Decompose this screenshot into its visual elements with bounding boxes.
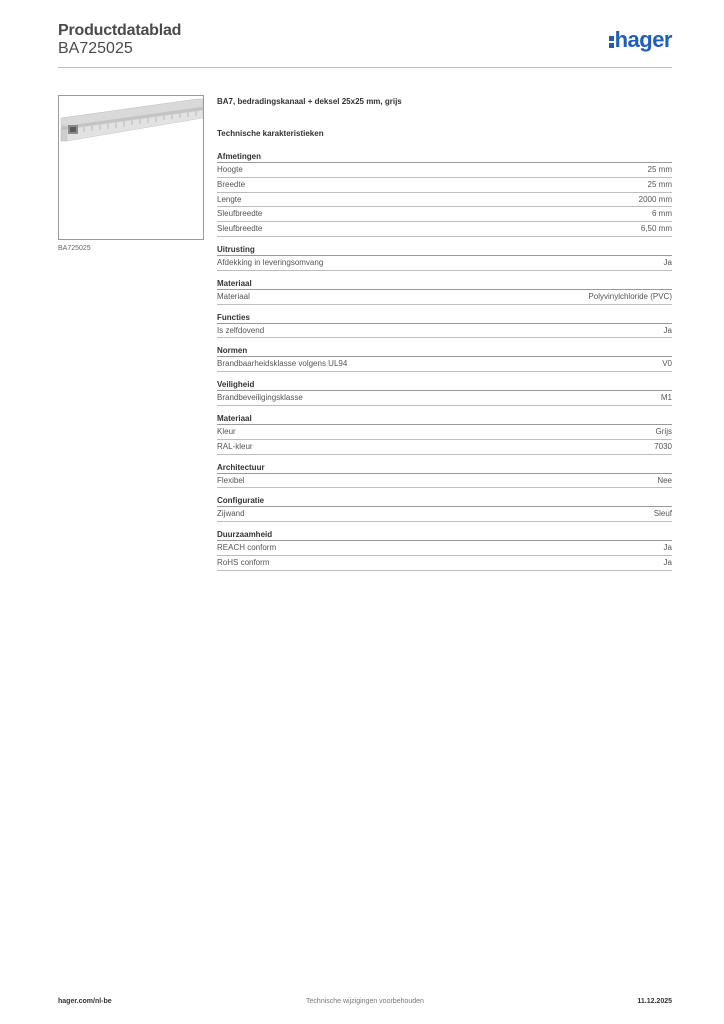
spec-section-configuratie (217, 495, 672, 522)
section-title: Duurzaamheid (217, 529, 672, 541)
spec-label: Is zelfdovend (217, 325, 265, 335)
section-title: Veiligheid (217, 379, 672, 391)
spec-row (217, 193, 672, 208)
section-title: Normen (217, 345, 672, 357)
spec-label: Kleur (217, 426, 236, 436)
product-code: BA725025 (58, 40, 133, 57)
spec-label: Hoogte (217, 165, 243, 174)
spec-label: Lengte (217, 194, 242, 204)
section-title: Functies (217, 312, 672, 324)
spec-row (217, 256, 672, 271)
spec-section-architectuur (217, 462, 672, 489)
spec-label: Sleufbreedte (217, 209, 263, 219)
spec-value: 6,50 mm (640, 224, 672, 234)
spec-row (217, 324, 672, 339)
tech-specs-heading: Technische karakteristieken (217, 129, 324, 138)
spec-row (217, 178, 672, 193)
spec-value: Ja (663, 557, 672, 567)
section-title: Architectuur (217, 462, 672, 474)
spec-section-afmetingen (217, 151, 672, 237)
spec-section-veiligheid (217, 379, 672, 406)
spec-label: Afdekking in leveringsomvang (217, 257, 324, 267)
hager-logo (609, 27, 672, 53)
spec-label: Zijwand (217, 509, 245, 519)
section-title: Materiaal (217, 413, 672, 425)
spec-value: 2000 mm (638, 194, 672, 204)
section-title: Materiaal (217, 278, 672, 290)
spec-section-duurzaamheid (217, 529, 672, 571)
spec-label: Flexibel (217, 475, 245, 485)
spec-value: 7030 (654, 441, 672, 451)
spec-row (217, 507, 672, 522)
spec-section-normen (217, 345, 672, 372)
spec-value: 6 mm (652, 209, 672, 219)
spec-row (217, 207, 672, 222)
spec-value: Polyvinylchloride (PVC) (588, 291, 672, 301)
product-description: BA7, bedradingskanaal + deksel 25x25 mm, grijs (217, 97, 402, 106)
spec-value: M1 (660, 393, 672, 403)
disclaimer-text: Technische wijzigingen voorbehouden (306, 998, 424, 1005)
spec-section-materiaal (217, 278, 672, 305)
spec-row (217, 541, 672, 556)
spec-content (217, 97, 672, 578)
spec-label: Brandbaarheidsklasse volgens UL94 (217, 359, 348, 369)
spec-label: REACH conform (217, 543, 277, 553)
image-caption: BA725025 (58, 245, 91, 252)
spec-value: V0 (662, 359, 672, 369)
spec-value: Ja (663, 543, 672, 553)
spec-label: Breedte (217, 179, 246, 189)
spec-row (217, 391, 672, 406)
spec-label: RoHS conform (217, 557, 270, 567)
spec-section-uitrusting (217, 244, 672, 271)
spec-row (217, 163, 672, 178)
spec-section-functies (217, 312, 672, 339)
spec-value: Grijs (655, 426, 672, 436)
spec-value: 25 mm (647, 179, 672, 189)
spec-value: Nee (657, 475, 672, 485)
spec-value: Ja (663, 257, 672, 267)
spec-value: 25 mm (647, 165, 672, 174)
product-image (58, 95, 204, 240)
spec-row (217, 556, 672, 571)
section-title: Configuratie (217, 495, 672, 507)
logo-text: hager (614, 27, 672, 52)
spec-row (217, 425, 672, 440)
spec-value: Ja (663, 325, 672, 335)
spec-label: Sleufbreedte (217, 224, 263, 234)
spec-row (217, 440, 672, 455)
spec-value: Sleuf (653, 509, 672, 519)
cable-duct-icon (59, 96, 204, 240)
spec-label: Materiaal (217, 291, 250, 301)
spec-label: RAL-kleur (217, 441, 253, 451)
website-link[interactable]: hager.com/nl-be (58, 998, 112, 1005)
document-title: Productdatablad (58, 22, 182, 39)
spec-label: Brandbeveiligingsklasse (217, 393, 303, 403)
spec-row (217, 222, 672, 237)
spec-section-materiaal-kleur (217, 413, 672, 455)
section-title: Uitrusting (217, 244, 672, 256)
logo-colon-icon (609, 34, 614, 48)
document-date: 11.12.2025 (637, 998, 672, 1005)
spec-row (217, 474, 672, 489)
spec-row (217, 357, 672, 372)
section-title: Afmetingen (217, 151, 672, 163)
page-header (58, 20, 672, 68)
spec-row (217, 290, 672, 305)
